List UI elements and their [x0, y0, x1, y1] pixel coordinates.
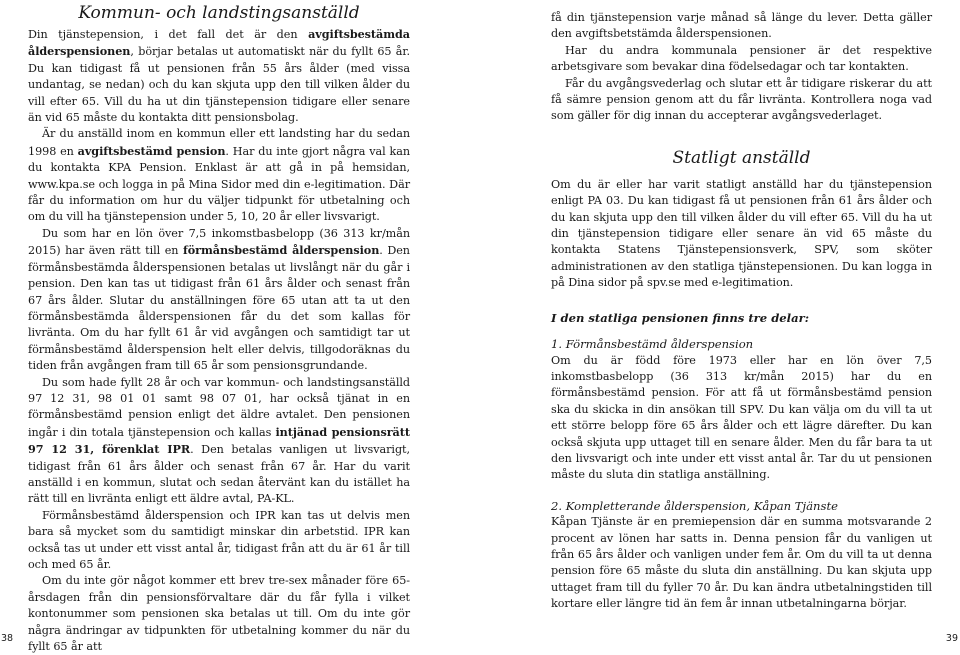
paragraph: Förmånsbestämd ålderspension och IPR kan tas ut delvis men bara så mycket som du samtidigt minskar din arbetstid. IPR kan också tas ut under ett visst antal år, tidigast från att du är 61 år till och med 65 år.	[28, 508, 410, 571]
bold-term: avgiftsbestämda ålderspensionen	[28, 27, 410, 59]
paragraph: Kåpan Tjänste är en premiepension där en summa motsvarande 2 procent av lönen har satts in. Denna pension får du vanligen ut från 65 års ålder och vanligen under fem år. Om du vill ta ut denna pension före 65 måste du sluta din anställning. Du kan skjuta upp uttaget fram till du fyller 70 år. Du kan ändra utbetalningstiden till kortare eller längre tid än fem år innan utbetalningarna börjar.	[551, 515, 932, 611]
text: , börjar betalas ut automatiskt när du fyllt 65 år. Du kan tidigast få ut pensionen från 55 års ålder (med vissa undantag, se nedan) och du kan skjuta upp den till vilken ålder du vill efter 65. Vill du ha ut din tjänstepension tidigare eller senare än vid 65 måste du kontakta ditt pensionsbolag.	[28, 45, 410, 125]
text: . Den förmånsbestämda ålderspensionen betalas ut livslångt när du går i pension. Den kan tas ut tidigast från 61 års ålder och senast från 67 års ålder. Slutar du anställningen före 65 utan att ta ut den förmånsbestämda ålderspensionen får du det som kallas för livränta. Om du har fyllt 61 år vid avgången och samtidigt tar ut förmånsbestämd ålderspension helt eller delvis, tillgodoräknas du tiden från avgången fram till 65 år som pensionsgrundande.	[28, 244, 410, 373]
paragraph: Om du är eller har varit statligt anställd har du tjänstepension enligt PA 03. Du kan tidigast få ut pensionen från 61 års ålder och du kan skjuta upp den till vilken ålder du vill efter 65. Vill du ha ut din tjänstepension tidigare eller senare än vid 65 måste du kontakta Statens Tjänstepensionsverk, SPV, som sköter administrationen av den statliga tjänstepensionen. Du kan logga in på Dina sidor på spv.se med e-legitimation.	[551, 177, 932, 290]
text: Din tjänstepension, i det fall det är den	[28, 28, 309, 41]
left-page	[0, 0, 480, 654]
text: Du som hade fyllt 28 år och var kommun- och landstingsanställd 97 12 31, 98 01 01 samt 98 07 01, har också tjänat in en förmånsbestämd pension enligt det äldre avtalet. Den pensionen ingår i din totala tjänstepension och kallas	[28, 375, 410, 439]
page-number: 38	[1, 633, 14, 644]
section-title-municipal: Kommun- och landstingsanställd	[78, 3, 360, 23]
text: . Har du inte gjort några val kan du kontakta KPA Pension. Enklast är att gå in på hemsidan, www.kpa.se och logga in på Mina Sidor med din e-legitimation. Där får du information om hur du väljer tidpunkt för utbetalning och om du vill ha tjänstepension under 5, 10, 20 år eller livsvarigt.	[28, 144, 411, 224]
left-page-column	[28, 0, 410, 655]
bold-term: förmånsbestämd ålderspension	[182, 243, 380, 258]
bold-term: avgiftsbestämd pension	[77, 143, 226, 158]
right-page-column	[551, 0, 932, 613]
text: Du som har en lön över 7,5 inkomstbasbelopp (36 313 kr/mån 2015) har även rätt till en	[28, 226, 410, 258]
subheading: I den statliga pensionen finns tre delar:	[551, 310, 809, 325]
page-number: 39	[945, 633, 958, 644]
subheading: 2. Kompletterande ålderspension, Kåpan Tjänste	[551, 498, 838, 513]
paragraph: Om du inte gör något kommer ett brev tre-sex månader före 65-årsdagen från din pensionsförvaltare där du får fylla i vilket kontonummer som pensionen ska betalas ut till. Om du inte gör några ändringar av tidpunkten för utbetalning kommer du när du fyllt 65 år att	[28, 574, 410, 654]
text: . Den betalas vanligen ut livsvarigt, tidigast från 61 års ålder och senast från 67 år. Har du varit anställd i en kommun, slutat och sedan återvänt kan du istället ha rätt till en livränta enligt ett äldre avtal, PA-KL.	[28, 443, 411, 506]
paragraph: få din tjänstepension varje månad så länge du lever. Detta gäller den avgiftsbetstämda ålderspensionen.	[551, 11, 932, 41]
paragraph	[28, 126, 410, 225]
paragraph	[28, 26, 410, 126]
paragraph: Har du andra kommunala pensioner är det respektive arbetsgivare som bevakar dina födelsedagar och tar kontakten.	[551, 43, 932, 74]
paragraph: Om du är född före 1973 eller har en lön över 7,5 inkomstbasbelopp (36 313 kr/mån 2015) har du en förmånsbestämd pension. För att få ut förmånsbestämd pension ska du skicka in din ansökan till SPV. Du kan välja om du vill ta ut ett större belopp före 65 års ålder och ett lägre därefter. Du kan också skjuta upp uttaget till en senare ålder. Men du får bara ta ut den livsvarigt och inte under ett visst antal år. Tar du ut pensionen måste du sluta din statliga anställning.	[551, 353, 932, 482]
paragraph: Får du avgångsvederlag och slutar ett år tidigare riskerar du att få sämre pension genom att du får livränta. Kontrollera noga vad som gäller för dig innan du accepterar avgångsvederlaget.	[551, 76, 932, 123]
paragraph	[28, 375, 410, 508]
right-page	[480, 0, 960, 645]
paragraph	[28, 226, 410, 375]
text: Är du anställd inom en kommun eller ett landsting har du sedan 1998 en	[28, 127, 410, 158]
subheading: 1. Förmånsbestämd ålderspension	[551, 337, 754, 352]
section-title-state: Statligt anställd	[672, 147, 811, 168]
bold-term: intjänad pensionsrätt 97 12 31, förenklat IPR	[28, 424, 410, 457]
